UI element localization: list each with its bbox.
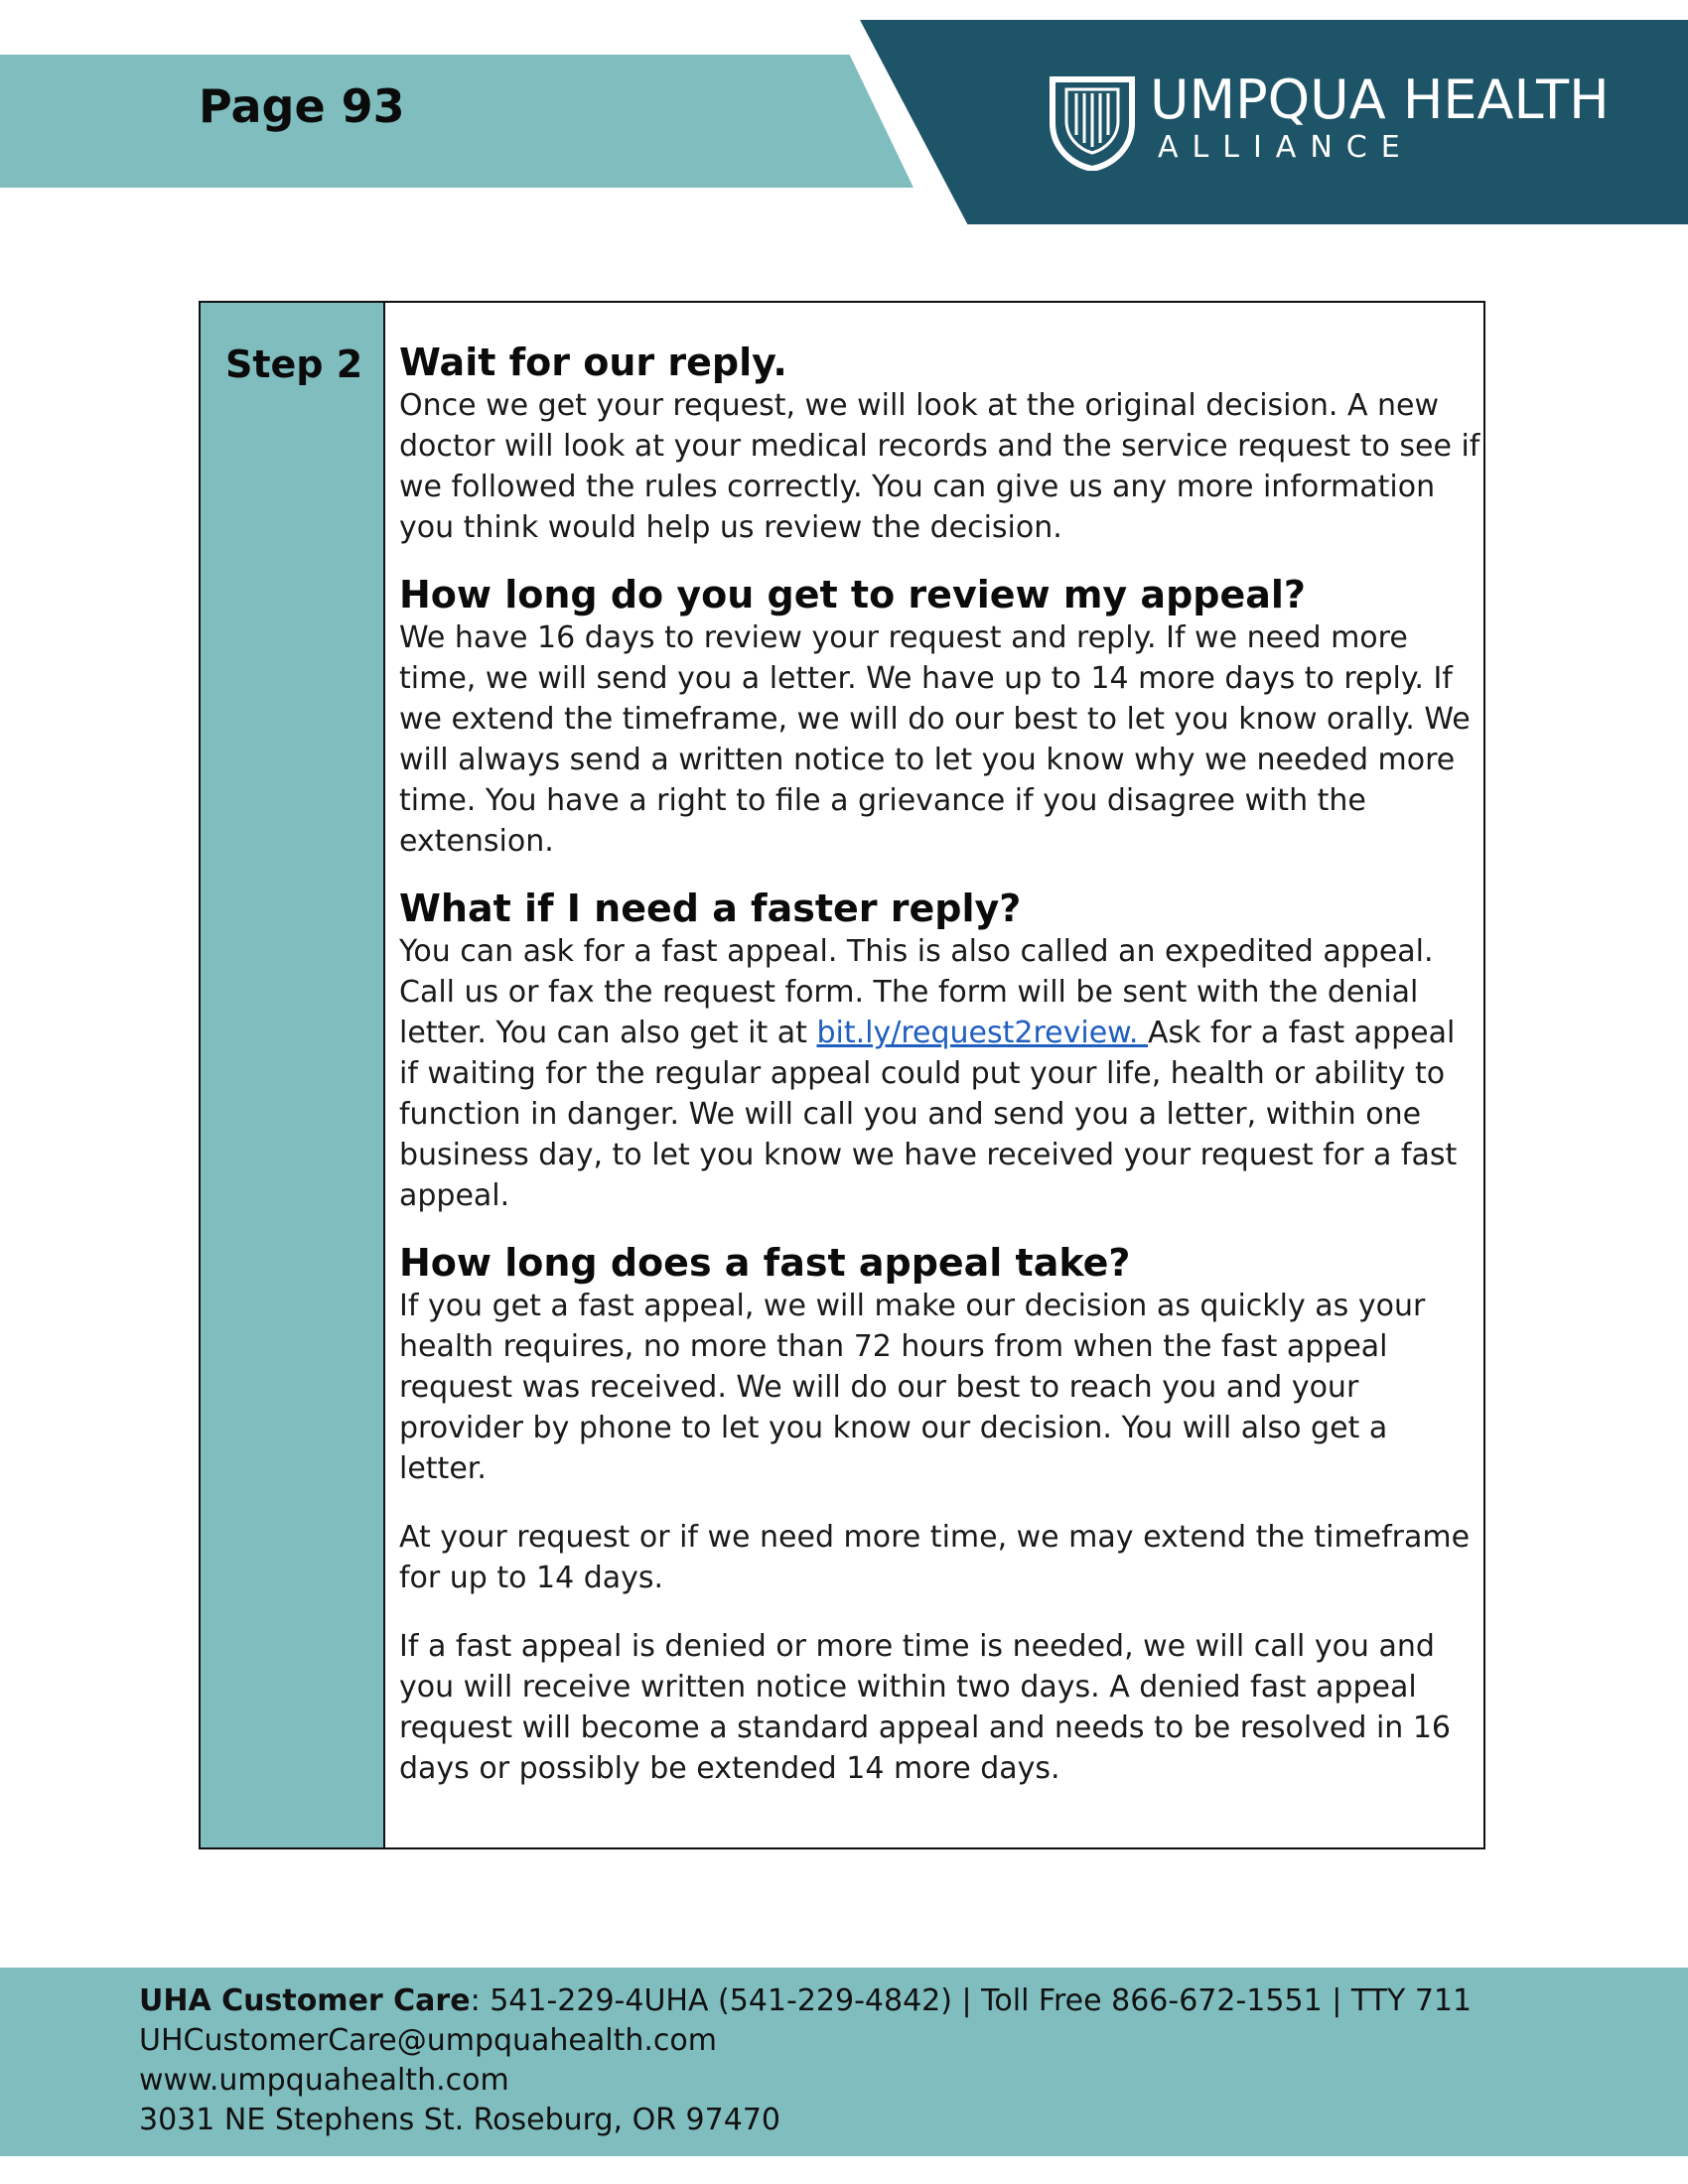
umpqua-health-logo (1047, 68, 1642, 173)
section-heading: Wait for our reply. (399, 341, 787, 384)
section-paragraph: If a fast appeal is denied or more time is needed, we will call you and you will receive written notice within two days. A denied fast appeal request will become a standard appeal and needs to be resolved in 16 days or possibly be extended 14 more days. (399, 1629, 1452, 1786)
step-content-cell (399, 340, 1481, 1813)
section-paragraph: At your request or if we need more time, we may extend the timeframe for up to 14 days. (399, 1520, 1471, 1595)
footer-website[interactable]: www.umpquahealth.com (139, 2063, 509, 2098)
footer-address: 3031 NE Stephens St. Roseburg, OR 97470 (139, 2103, 780, 2137)
body-text-before-link: You can ask for a fast appeal. This is also called an expedited appeal. Call us or fax the request form. The form will be sent with the denial letter. You can also get it at (399, 934, 1434, 1050)
section-faster-reply (399, 886, 1481, 1216)
section-body: Once we get your request, we will look at the original decision. A new doctor will look at your medical records and the service request to see if we followed the rules correctly. You can give us any more information you think would help us review the decision. (399, 388, 1480, 545)
body-text-after-link: Ask for a fast appeal if waiting for the regular appeal could put your life, health or ability to function in danger. We will call you and send you a letter, within one business day, to let you know we have received your request for a fast appeal. (399, 1016, 1458, 1213)
footer-email[interactable]: UHCustomerCare@umpquahealth.com (139, 2023, 717, 2058)
footer-customer-care-line (139, 1981, 1472, 2021)
step-table (199, 301, 1485, 1849)
step-label: Step 2 (225, 342, 363, 386)
section-body (399, 931, 1481, 1216)
logo-name: UMPQUA HEALTH (1150, 68, 1610, 131)
customer-care-label: UHA Customer Care (139, 1983, 471, 2018)
section-review-time (399, 572, 1481, 862)
step-label-cell (201, 303, 385, 1847)
header-teal-band (0, 55, 914, 188)
customer-care-phones: : 541-229-4UHA (541-229-4842) | Toll Free 866-672-1551 | TTY 711 (470, 1983, 1473, 2018)
section-heading: What if I need a faster reply? (399, 887, 1022, 930)
section-fast-appeal-duration (399, 1240, 1481, 1789)
logo-subtitle: ALLIANCE (1158, 130, 1414, 165)
section-heading: How long do you get to review my appeal? (399, 573, 1306, 616)
section-body: If you get a fast appeal, we will make our decision as quickly as your health requires, no more than 72 hours from when the fast appeal request was received. We will do our best to reach you and your provider by phone to let you know our decision. You will also get a letter. (399, 1289, 1426, 1486)
umpqua-health-emblem-icon (1047, 73, 1138, 171)
request2review-link[interactable]: bit.ly/request2review. (816, 1016, 1148, 1050)
section-body: We have 16 days to review your request and reply. If we need more time, we will send you a letter. We have up to 14 more days to reply. If we extend the timeframe, we will do our best to let you know orally. We will always send a written notice to let you know why we needed more time. You have a right to file a grievance if you disagree with the extension. (399, 620, 1471, 859)
section-wait-for-reply (399, 340, 1481, 548)
footer-contact-lines (139, 1981, 1472, 2140)
page-number: Page 93 (199, 79, 405, 133)
section-heading: How long does a fast appeal take? (399, 1241, 1131, 1285)
footer-contact-band (0, 1968, 1688, 2156)
